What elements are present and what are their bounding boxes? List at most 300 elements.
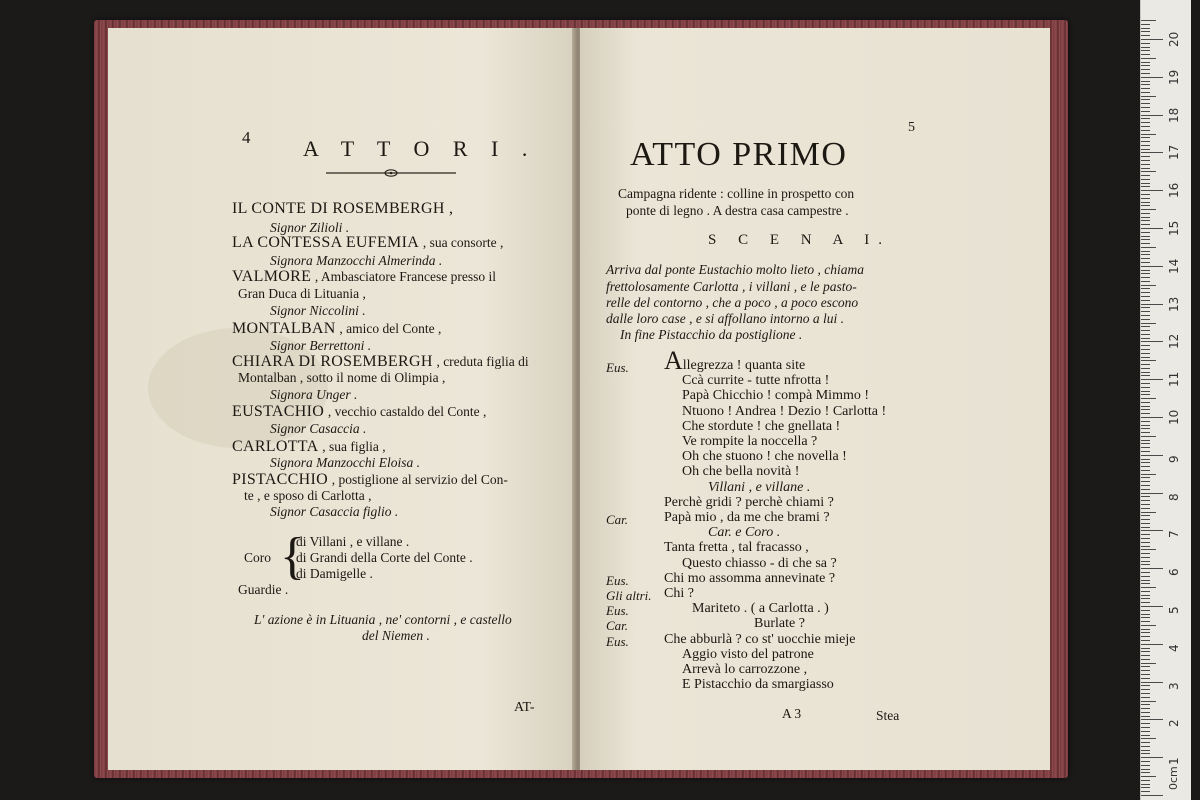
ruler-tick xyxy=(1141,126,1150,127)
verse-line: Ccà currite - tutte nfrotta ! xyxy=(682,373,830,389)
ruler-tick xyxy=(1141,685,1150,686)
ruler-tick xyxy=(1141,508,1150,509)
left-page xyxy=(108,28,576,770)
verse-line: Papà mio , da me che brami ? xyxy=(664,510,830,525)
verse-line: Papà Chicchio ! compà Mimmo ! xyxy=(682,388,870,404)
ruler-tick xyxy=(1141,334,1150,335)
ruler-tick xyxy=(1141,394,1150,395)
ruler-tick xyxy=(1141,375,1150,376)
ruler-tick xyxy=(1141,708,1150,709)
verse-line: Arrevà lo carrozzone , xyxy=(682,662,808,677)
guardie-line: Guardie . xyxy=(238,582,289,597)
ruler-tick xyxy=(1141,610,1150,611)
ruler-tick xyxy=(1141,243,1150,244)
ruler-tick xyxy=(1141,644,1163,645)
cast-actor-4: Signor Berrettoni . xyxy=(270,338,372,353)
ruler-tick xyxy=(1141,232,1150,233)
ruler-tick xyxy=(1141,470,1150,471)
verse-line: Chi mo assomma annevinate ? xyxy=(664,570,836,586)
ruler-number: 1 xyxy=(1167,757,1181,766)
stage-direction-2: frettolosamente Carlotta , i villani , e le pasto- xyxy=(606,279,857,294)
ruler-number: 6 xyxy=(1167,568,1181,577)
ruler-tick xyxy=(1141,459,1150,460)
cast-role-6: EUSTACHIO , vecchio castaldo del Conte , xyxy=(232,403,487,420)
ruler-tick xyxy=(1141,145,1150,146)
ruler-tick xyxy=(1141,629,1150,630)
ruler-tick xyxy=(1141,477,1150,478)
ruler-tick xyxy=(1141,35,1150,36)
ruler-number: 14 xyxy=(1167,258,1181,274)
ruler-tick xyxy=(1141,731,1150,732)
ruler-tick xyxy=(1141,368,1150,369)
ruler-tick xyxy=(1141,436,1156,437)
ruler-tick xyxy=(1141,519,1150,520)
verse-line: Perchè gridi ? perchè chiami ? xyxy=(664,494,834,510)
ruler-tick xyxy=(1141,277,1150,278)
verse-line: Chi ? xyxy=(664,586,694,601)
ruler-tick xyxy=(1141,315,1150,316)
verse-line: Villani , e villane . xyxy=(708,479,811,495)
cast-desc-5: Montalban , sotto il nome di Olimpia , xyxy=(238,370,446,385)
ruler-tick xyxy=(1141,353,1150,354)
ruler-tick xyxy=(1141,179,1150,180)
ruler-tick xyxy=(1141,553,1150,554)
ruler-tick xyxy=(1141,719,1163,720)
ruler-tick xyxy=(1141,447,1150,448)
ruler-tick xyxy=(1141,625,1156,626)
verse-line: Aggio visto del patrone xyxy=(682,646,814,662)
ruler-tick xyxy=(1141,648,1150,649)
ruler-tick xyxy=(1141,149,1150,150)
ruler-number: 18 xyxy=(1167,107,1181,123)
ruler-tick xyxy=(1141,413,1150,414)
ruler-tick xyxy=(1141,769,1150,770)
cast-actor-5: Signora Unger . xyxy=(270,387,358,402)
ruler-tick xyxy=(1141,111,1150,112)
ruler-tick xyxy=(1141,122,1150,123)
ruler-number: 13 xyxy=(1167,296,1181,312)
ruler-tick xyxy=(1141,239,1150,240)
right-page xyxy=(580,28,1050,770)
ruler-tick xyxy=(1141,591,1150,592)
ruler-number: 10 xyxy=(1167,409,1181,425)
ruler-tick xyxy=(1141,621,1150,622)
ruler-tick xyxy=(1141,406,1150,407)
stage-direction-1: Arriva dal ponte Eustachio molto lieto , chiama xyxy=(606,262,864,277)
ruler-tick xyxy=(1141,62,1150,63)
ruler-tick xyxy=(1141,568,1163,569)
ruler-tick xyxy=(1141,326,1150,327)
ruler-tick xyxy=(1141,716,1150,717)
ruler-tick xyxy=(1141,130,1150,131)
ruler-tick xyxy=(1141,580,1150,581)
stage-direction-4: dalle loro case , e si affollano intorno a lui . xyxy=(606,311,844,326)
ruler-tick xyxy=(1141,587,1156,588)
ruler-tick xyxy=(1141,561,1150,562)
ruler-number: 7 xyxy=(1167,530,1181,539)
ruler-tick xyxy=(1141,296,1150,297)
verse-line: Car. e Coro . xyxy=(708,525,781,541)
ruler-tick xyxy=(1141,765,1150,766)
cast-role-7: CARLOTTA , sua figlia , xyxy=(232,438,386,455)
ruler-number: 12 xyxy=(1167,334,1181,350)
ruler-number: 8 xyxy=(1167,492,1181,501)
ruler-tick xyxy=(1141,704,1150,705)
ruler-tick xyxy=(1141,678,1150,679)
ruler-tick xyxy=(1141,372,1150,373)
ruler-number: 3 xyxy=(1167,681,1181,690)
verse-speaker: Eus. xyxy=(606,633,629,649)
ruler-tick xyxy=(1141,205,1150,206)
right-catchword: Stea xyxy=(876,708,900,723)
ruler-tick xyxy=(1141,640,1150,641)
ruler-tick xyxy=(1141,432,1150,433)
ruler-tick xyxy=(1141,659,1150,660)
ruler-tick xyxy=(1141,727,1150,728)
ruler-tick xyxy=(1141,753,1150,754)
ruler-tick xyxy=(1141,43,1150,44)
ruler-tick xyxy=(1141,614,1150,615)
ruler-tick xyxy=(1141,65,1150,66)
stage-direction-5: In fine Pistacchio da postiglione . xyxy=(620,327,803,342)
verse-line: Che abburlà ? co st' uocchie mieje xyxy=(664,631,856,647)
ruler-tick xyxy=(1141,617,1150,618)
ruler-tick xyxy=(1141,171,1156,172)
ruler-tick xyxy=(1141,697,1150,698)
ruler-tick xyxy=(1141,500,1150,501)
verse-line: Mariteto . ( a Carlotta . ) xyxy=(692,601,829,617)
ruler-tick xyxy=(1141,88,1150,89)
ruler-tick xyxy=(1141,349,1150,350)
ruler-tick xyxy=(1141,515,1150,516)
ruler-tick xyxy=(1141,84,1150,85)
ruler-tick xyxy=(1141,682,1163,683)
ruler-tick xyxy=(1141,572,1150,573)
right-page-number: 5 xyxy=(908,120,915,135)
measuring-ruler xyxy=(1140,0,1191,800)
verse-line: Allegrezza ! quanta site xyxy=(664,346,806,375)
ruler-tick xyxy=(1141,137,1150,138)
ruler-tick xyxy=(1141,190,1163,191)
ruler-tick xyxy=(1141,666,1150,667)
ruler-tick xyxy=(1141,134,1156,135)
verse-speaker: Eus. xyxy=(606,360,629,375)
ruler-tick xyxy=(1141,330,1150,331)
ruler-tick xyxy=(1141,251,1150,252)
ruler-number: 11 xyxy=(1167,371,1181,388)
ruler-tick xyxy=(1141,402,1150,403)
ruler-tick xyxy=(1141,496,1150,497)
ruler-tick xyxy=(1141,655,1150,656)
ruler-tick xyxy=(1141,701,1156,702)
ruler-tick xyxy=(1141,527,1150,528)
ruler-tick xyxy=(1141,383,1150,384)
ruler-tick xyxy=(1141,546,1150,547)
coro-item-3: di Damigelle . xyxy=(296,566,373,581)
verse-line: Burlate ? xyxy=(754,616,805,632)
ruler-tick xyxy=(1141,262,1150,263)
ruler-tick xyxy=(1141,440,1150,441)
ruler-tick xyxy=(1141,118,1150,119)
ruler-tick xyxy=(1141,288,1150,289)
ruler-tick xyxy=(1141,549,1156,550)
ruler-tick xyxy=(1141,50,1150,51)
ruler-tick xyxy=(1141,512,1156,513)
ruler-tick xyxy=(1141,493,1163,494)
ruler-tick xyxy=(1141,220,1150,221)
ruler-tick xyxy=(1141,258,1150,259)
ruler-tick xyxy=(1141,576,1150,577)
ruler-tick xyxy=(1141,417,1163,418)
cast-desc-8: te , e sposo di Carlotta , xyxy=(244,488,372,503)
ruler-tick xyxy=(1141,194,1150,195)
coro-label: Coro xyxy=(244,550,271,565)
ruler-number: 15 xyxy=(1167,220,1181,236)
ruler-tick xyxy=(1141,364,1150,365)
coro-brace: { xyxy=(280,528,305,585)
ruler-tick xyxy=(1141,795,1163,796)
ruler-tick xyxy=(1141,428,1150,429)
ruler-tick xyxy=(1141,81,1150,82)
ruler-tick xyxy=(1141,409,1150,410)
ruler-tick xyxy=(1141,606,1163,607)
ruler-tick xyxy=(1141,538,1150,539)
ruler-number: 2 xyxy=(1167,719,1181,728)
ruler-tick xyxy=(1141,443,1150,444)
ruler-tick xyxy=(1141,175,1150,176)
verse-speaker: Eus. xyxy=(606,603,629,619)
ruler-tick xyxy=(1141,735,1150,736)
cast-role-5: CHIARA DI ROSEMBERGH , creduta figlia di xyxy=(232,353,529,370)
ruler-tick xyxy=(1141,270,1150,271)
cast-role-1: IL CONTE DI ROSEMBERGH , xyxy=(232,200,454,217)
verse-line: Ve rompite la noccella ? xyxy=(682,434,818,449)
ruler-tick xyxy=(1141,780,1150,781)
ruler-tick xyxy=(1141,595,1150,596)
ruler-tick xyxy=(1141,357,1150,358)
ruler-tick xyxy=(1141,772,1150,773)
ruler-tick xyxy=(1141,421,1150,422)
ruler-tick xyxy=(1141,776,1156,777)
ruler-tick xyxy=(1141,152,1163,153)
act-title: ATTO PRIMO xyxy=(630,136,848,173)
scene-heading: S C E N A I. xyxy=(708,232,892,248)
ruler-tick xyxy=(1141,791,1150,792)
ruler-tick xyxy=(1141,115,1163,116)
ruler-tick xyxy=(1141,723,1150,724)
cast-actor-2: Signora Manzocchi Almerinda . xyxy=(270,253,443,268)
cast-actor-3: Signor Niccolini . xyxy=(270,303,366,318)
ruler-tick xyxy=(1141,319,1150,320)
ruler-tick xyxy=(1141,425,1150,426)
ruler-tick xyxy=(1141,523,1150,524)
ruler-tick xyxy=(1141,156,1150,157)
ruler-tick xyxy=(1141,391,1150,392)
coro-item-2: di Grandi della Corte del Conte . xyxy=(296,550,473,565)
ruler-tick xyxy=(1141,451,1150,452)
verse-line: Che stordute ! che gnellata ! xyxy=(682,418,841,434)
ruler-tick xyxy=(1141,462,1150,463)
ruler-tick xyxy=(1141,164,1150,165)
ruler-tick xyxy=(1141,292,1150,293)
ruler-number: 16 xyxy=(1167,182,1181,199)
verse-line: Questo chiasso - di che sa ? xyxy=(682,555,837,571)
ruler-tick xyxy=(1141,69,1150,70)
cast-actor-8: Signor Casaccia figlio . xyxy=(270,504,399,519)
ruler-tick xyxy=(1141,485,1150,486)
signature-mark: A 3 xyxy=(782,706,802,721)
ruler-tick xyxy=(1141,750,1150,751)
ruler-number: 20 xyxy=(1167,31,1181,47)
ruler-tick xyxy=(1141,689,1150,690)
ruler-tick xyxy=(1141,693,1150,694)
ruler-tick xyxy=(1141,651,1150,652)
ruler-tick xyxy=(1141,168,1150,169)
setting-line-1: L' azione è in Lituania , ne' contorni , e castello xyxy=(254,612,512,627)
ruler-tick xyxy=(1141,761,1150,762)
verse-line: Oh che bella novità ! xyxy=(682,464,800,480)
ruler-tick xyxy=(1141,564,1150,565)
ruler-tick xyxy=(1141,213,1150,214)
ruler-tick xyxy=(1141,712,1150,713)
ruler-tick xyxy=(1141,39,1163,40)
ruler-tick xyxy=(1141,398,1156,399)
ruler-unit: 0cm xyxy=(1167,766,1180,790)
cast-role-3: VALMORE , Ambasciatore Francese presso il xyxy=(232,268,496,285)
verse-speaker: Car. xyxy=(606,618,629,634)
ruler-tick xyxy=(1141,530,1163,531)
ruler-tick xyxy=(1141,285,1156,286)
ruler-tick xyxy=(1141,345,1150,346)
ruler-tick xyxy=(1141,247,1156,248)
ruler-tick xyxy=(1141,360,1156,361)
ruler-number: 19 xyxy=(1167,69,1181,85)
ruler-tick xyxy=(1141,281,1150,282)
ruler-tick xyxy=(1141,254,1150,255)
ruler-tick xyxy=(1141,757,1163,758)
ruler-number: 9 xyxy=(1167,455,1181,463)
ruler-tick xyxy=(1141,557,1150,558)
verse-line: Ntuono ! Andrea ! Dezio ! Carlotta ! xyxy=(682,403,887,419)
ruler-tick xyxy=(1141,236,1150,237)
stage-setting-line-2: ponte di legno . A destra casa campestre . xyxy=(626,203,849,218)
cast-desc-3: Gran Duca di Lituania , xyxy=(238,286,366,301)
ruler-tick xyxy=(1141,209,1156,210)
cast-actor-6: Signor Casaccia . xyxy=(270,421,367,436)
ruler-tick xyxy=(1141,198,1150,199)
ruler-tick xyxy=(1141,632,1150,633)
ruler-tick xyxy=(1141,24,1150,25)
ruler-tick xyxy=(1141,73,1150,74)
verse-line: E Pistacchio da smargiasso xyxy=(682,677,834,693)
stage-setting-line-1: Campagna ridente : colline in prospetto con xyxy=(618,186,855,201)
ruler-tick xyxy=(1141,217,1150,218)
ruler-tick xyxy=(1141,784,1150,785)
verse-speaker: Eus. xyxy=(606,572,629,588)
cast-actor-7: Signora Manzocchi Eloisa . xyxy=(270,455,420,470)
ruler-number: 4 xyxy=(1167,644,1181,652)
ruler-tick xyxy=(1141,742,1150,743)
ruler-tick xyxy=(1141,92,1150,93)
ruler-tick xyxy=(1141,636,1150,637)
ruler-tick xyxy=(1141,583,1150,584)
ruler-tick xyxy=(1141,160,1150,161)
ruler-tick xyxy=(1141,542,1150,543)
left-catchword: AT- xyxy=(514,700,535,715)
ruler-tick xyxy=(1141,341,1163,342)
ruler-tick xyxy=(1141,107,1150,108)
ruler-tick xyxy=(1141,183,1150,184)
ruler-tick xyxy=(1141,746,1150,747)
ruler-tick xyxy=(1141,466,1150,467)
ruler-tick xyxy=(1141,534,1150,535)
ruler-tick xyxy=(1141,228,1163,229)
cast-role-4: MONTALBAN , amico del Conte , xyxy=(232,320,442,337)
ruler-tick xyxy=(1141,311,1150,312)
cast-role-2: LA CONTESSA EUFEMIA , sua consorte , xyxy=(232,234,504,251)
ruler-tick xyxy=(1141,273,1150,274)
title-ornament xyxy=(326,168,456,178)
ruler-tick xyxy=(1141,598,1150,599)
ruler-tick xyxy=(1141,602,1150,603)
ruler-tick xyxy=(1141,31,1150,32)
ruler-tick xyxy=(1141,387,1150,388)
ruler-tick xyxy=(1141,77,1163,78)
left-page-number: 4 xyxy=(242,128,251,147)
ruler-tick xyxy=(1141,99,1150,100)
ruler-tick xyxy=(1141,504,1150,505)
ruler-tick xyxy=(1141,103,1150,104)
ruler-tick xyxy=(1141,663,1156,664)
ruler-tick xyxy=(1141,141,1150,142)
stage-direction-3: relle del contorno , che a poco , a poco escono xyxy=(606,295,859,310)
ruler-tick xyxy=(1141,674,1150,675)
ruler-tick xyxy=(1141,738,1156,739)
ruler-tick xyxy=(1141,481,1150,482)
ruler-tick xyxy=(1141,28,1150,29)
cast-actor-1: Signor Zilioli . xyxy=(270,220,350,235)
ruler-tick xyxy=(1141,20,1156,21)
cast-role-8: PISTACCHIO , postiglione al servizio del Con- xyxy=(232,471,508,488)
ruler-tick xyxy=(1141,58,1156,59)
ruler-tick xyxy=(1141,300,1150,301)
ruler-tick xyxy=(1141,224,1150,225)
ruler-tick xyxy=(1141,54,1150,55)
ruler-tick xyxy=(1141,307,1150,308)
ruler-number: 5 xyxy=(1167,606,1181,614)
ruler-tick xyxy=(1141,323,1156,324)
verse-speaker: Car. xyxy=(606,512,629,527)
setting-line-2: del Niemen . xyxy=(362,628,430,643)
verse-speaker: Gli altri. xyxy=(606,588,652,603)
ruler-number: 17 xyxy=(1167,145,1181,161)
coro-item-1: di Villani , e villane . xyxy=(296,534,410,549)
verse-line: Oh che stuono ! che novella ! xyxy=(682,449,847,465)
ruler-tick xyxy=(1141,47,1150,48)
verse-line: Tanta fretta , tal fracasso , xyxy=(664,540,809,556)
ruler-tick xyxy=(1141,202,1150,203)
ruler-tick xyxy=(1141,787,1150,788)
ruler-tick xyxy=(1141,186,1150,187)
ruler-tick xyxy=(1141,670,1150,671)
ruler-tick xyxy=(1141,266,1163,267)
ruler-tick xyxy=(1141,489,1150,490)
ruler-tick xyxy=(1141,96,1156,97)
ruler-tick xyxy=(1141,379,1163,380)
ruler-tick xyxy=(1141,455,1163,456)
ruler-tick xyxy=(1141,474,1156,475)
cast-list-title: A T T O R I . xyxy=(303,136,537,161)
